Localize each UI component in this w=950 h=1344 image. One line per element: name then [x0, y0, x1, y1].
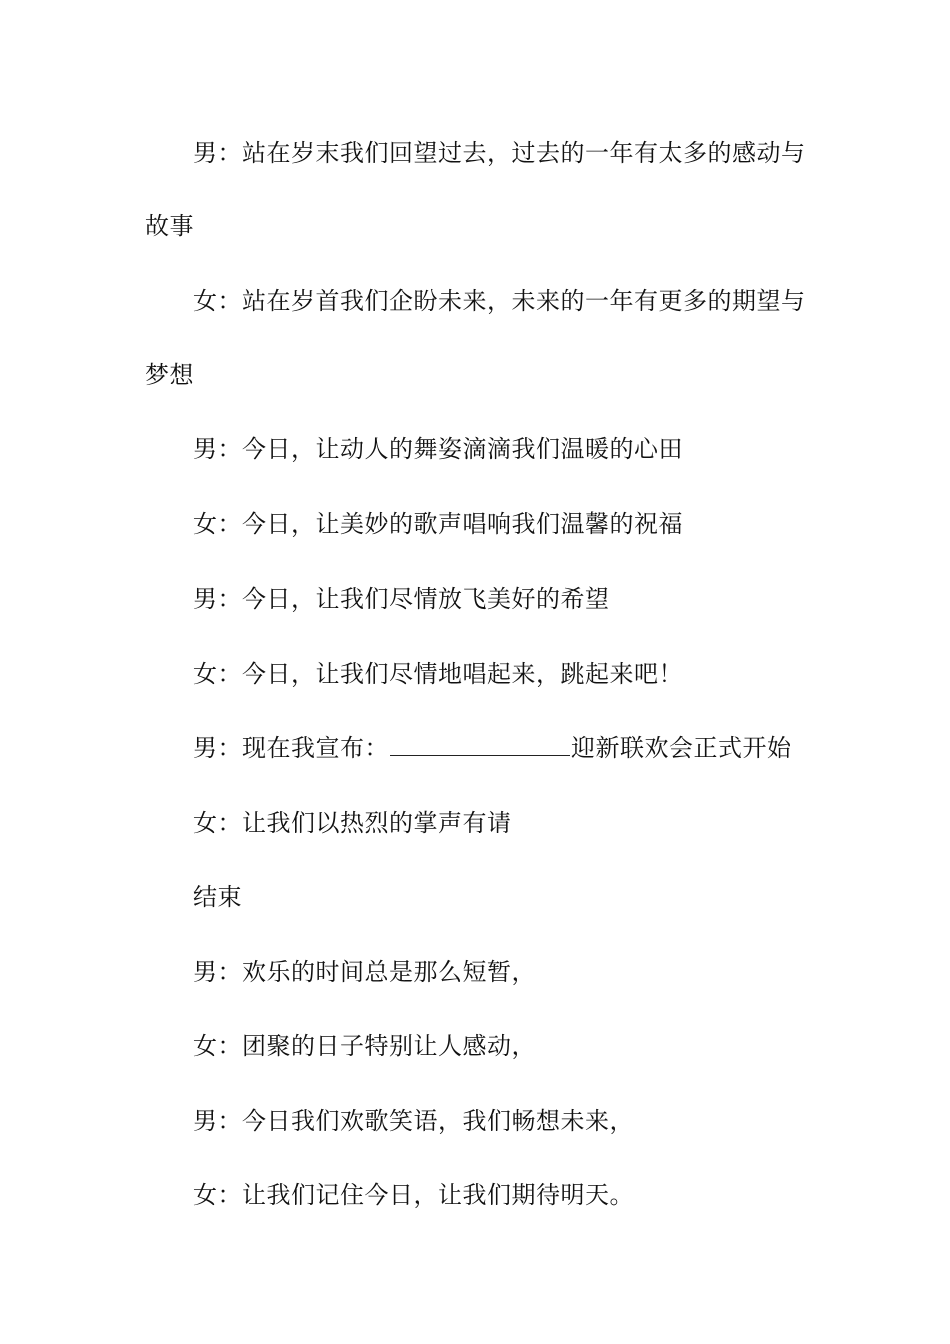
dialogue-line: 女：今日，让美妙的歌声唱响我们温馨的祝福: [193, 510, 683, 538]
dialogue-line: 女：今日，让我们尽情地唱起来，跳起来吧！: [193, 660, 683, 688]
dialogue-line: 男：今日，让动人的舞姿滴滴我们温暖的心田: [193, 435, 683, 463]
fill-in-blank: [390, 733, 570, 756]
ending-line: 女：让我们记住今日，让我们期待明天。: [193, 1181, 634, 1209]
ending-heading: 结束: [193, 883, 242, 911]
invite-line: 女：让我们以热烈的掌声有请: [193, 809, 512, 837]
ending-line: 女：团聚的日子特别让人感动，: [193, 1032, 536, 1060]
ending-line: 男：今日我们欢歌笑语，我们畅想未来，: [193, 1107, 634, 1135]
announce-prefix: 男：现在我宣布：: [193, 734, 389, 762]
paragraph-1-line-2: 故事: [145, 212, 194, 240]
paragraph-2-line-1: 女：站在岁首我们企盼未来，未来的一年有更多的期望与: [193, 287, 806, 315]
ending-line: 男：欢乐的时间总是那么短暂，: [193, 958, 536, 986]
dialogue-line: 男：今日，让我们尽情放飞美好的希望: [193, 585, 610, 613]
paragraph-2-line-2: 梦想: [145, 361, 194, 389]
announce-line: [193, 733, 792, 763]
paragraph-1-line-1: 男：站在岁末我们回望过去，过去的一年有太多的感动与: [193, 139, 806, 167]
announce-suffix: 迎新联欢会正式开始: [571, 734, 792, 762]
